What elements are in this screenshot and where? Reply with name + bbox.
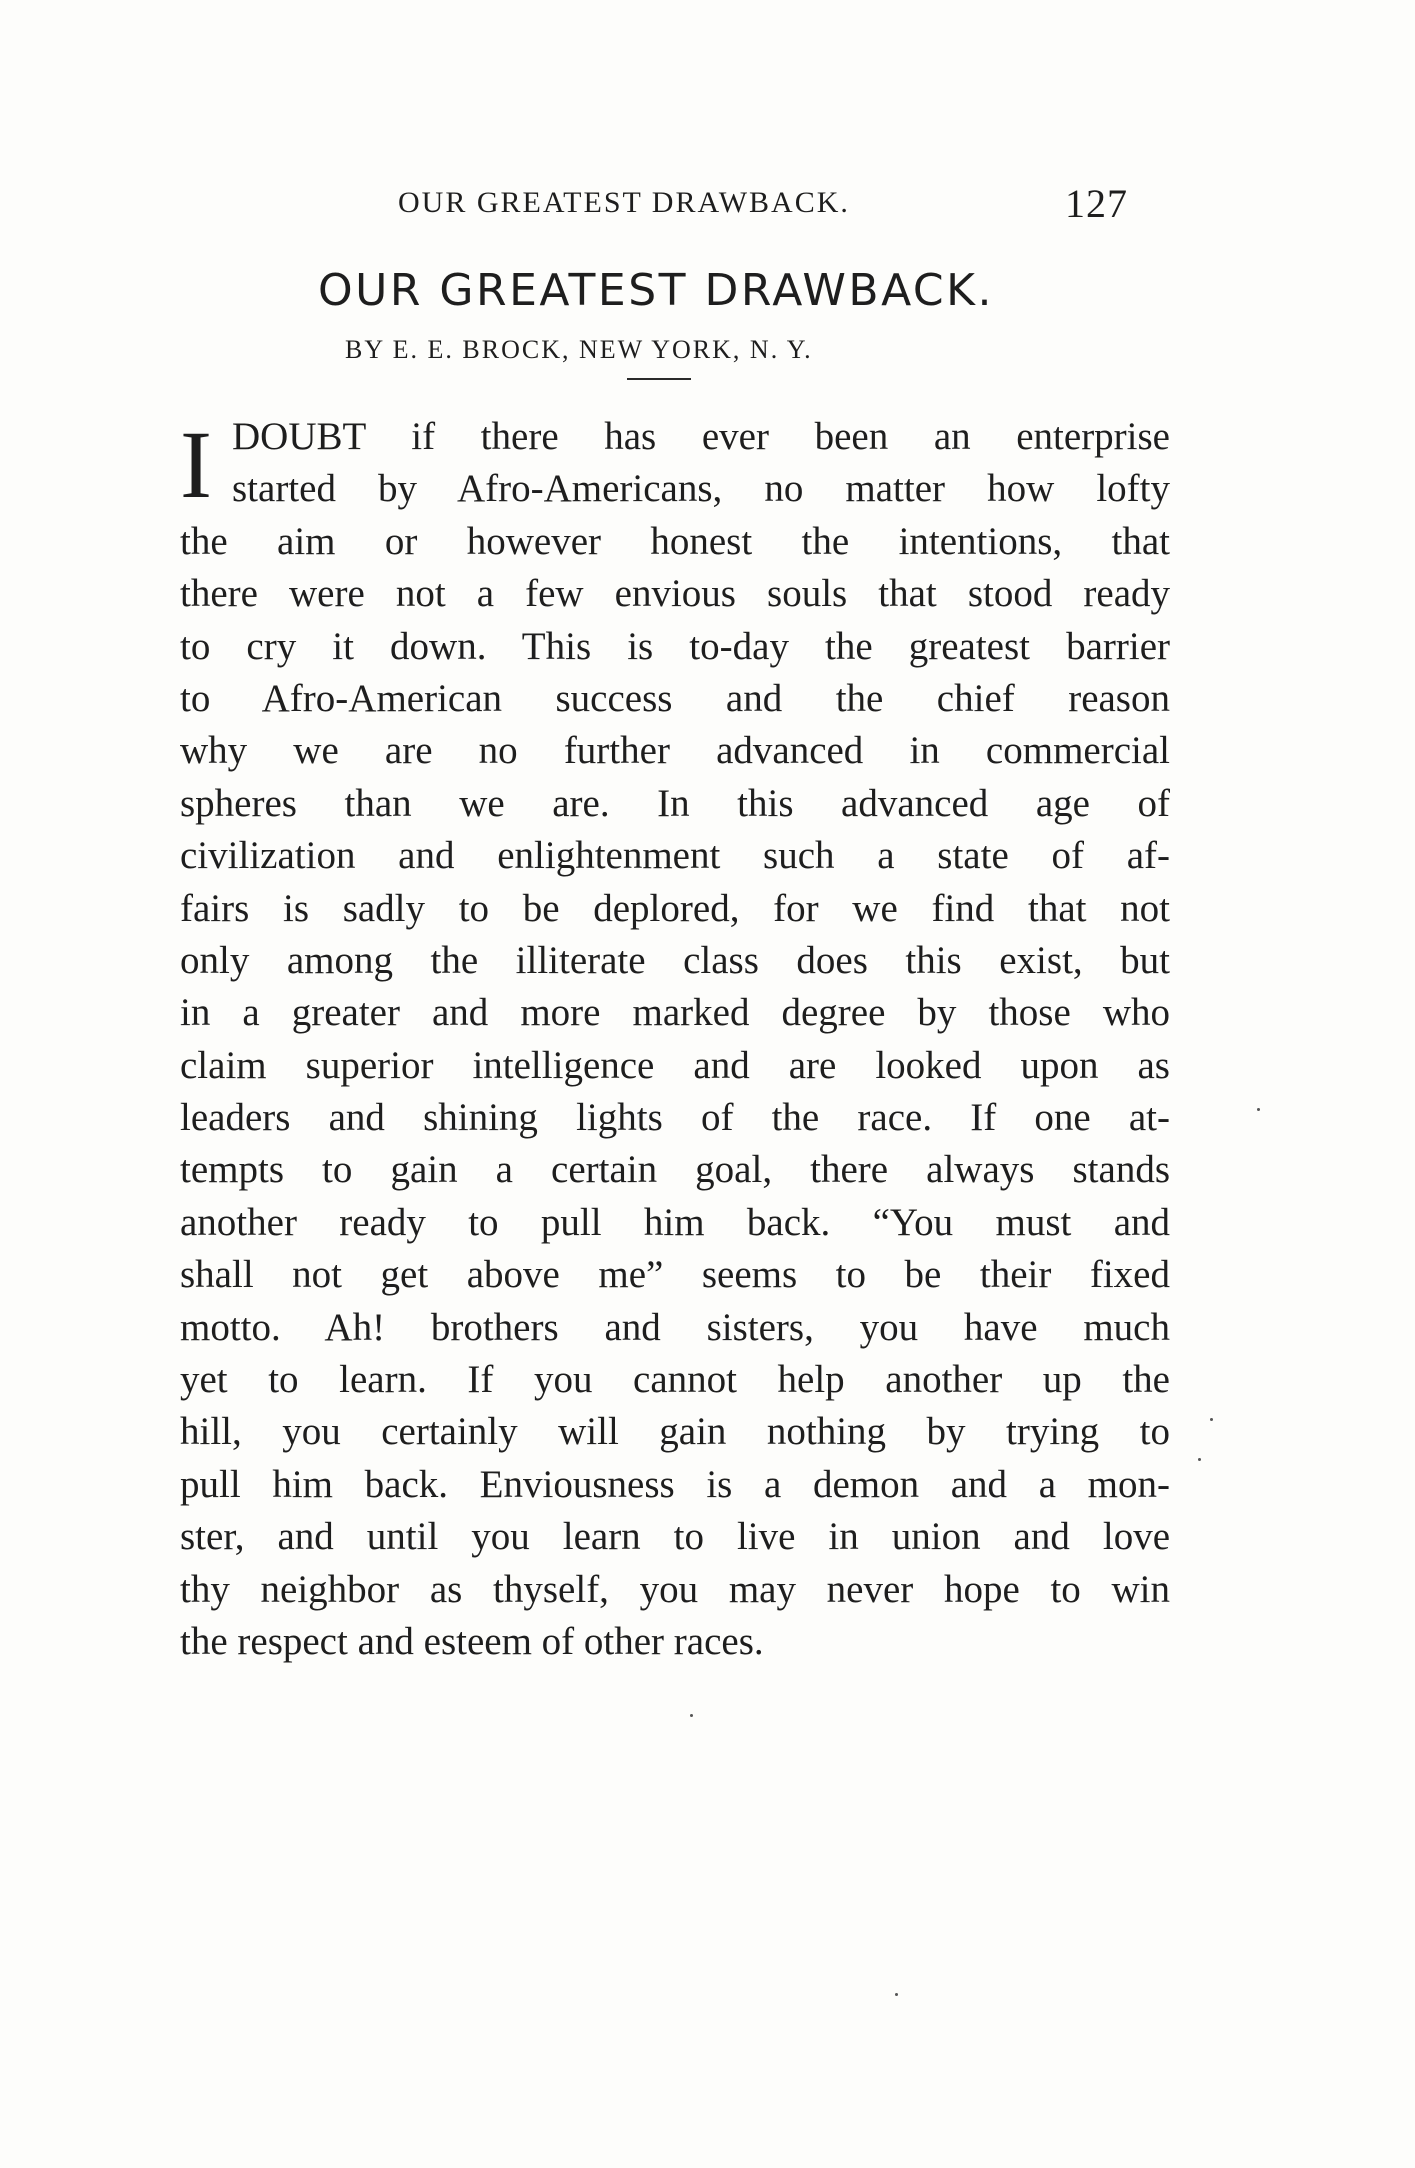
paragraph-line: another ready to pull him back. “You must and	[180, 1200, 1170, 1244]
paragraph-line: why we are no further advanced in commercial	[180, 729, 1170, 773]
paper-speck	[1257, 1108, 1260, 1111]
paragraph-line: to Afro-American success and the chief reason	[180, 676, 1170, 720]
paragraph-line: claim superior intelligence and are looked upon as	[180, 1043, 1170, 1087]
paragraph-line: there were not a few envious souls that stood ready	[180, 572, 1170, 616]
paragraph-line: ster, and until you learn to live in union and love	[180, 1515, 1170, 1559]
paragraph-line: shall not get above me” seems to be their fixed	[180, 1253, 1170, 1297]
paragraph-line: tempts to gain a certain goal, there always stands	[180, 1148, 1170, 1192]
title-rule	[627, 378, 691, 380]
drop-cap: I	[180, 411, 212, 518]
paragraph-line: in a greater and more marked degree by those who	[180, 991, 1170, 1035]
paragraph-line: thy neighbor as thyself, you may never hope to win	[180, 1567, 1170, 1611]
paper-speck	[895, 1993, 898, 1996]
paragraph-line: pull him back. Enviousness is a demon and a mon-	[180, 1462, 1170, 1506]
paragraph-line: fairs is sadly to be deplored, for we find that not	[180, 886, 1170, 930]
paragraph-line: the respect and esteem of other races.	[180, 1619, 764, 1663]
paper-speck	[1210, 1418, 1213, 1421]
article-title: OUR GREATEST DRAWBACK.	[318, 265, 994, 316]
paper-speck	[690, 1714, 693, 1717]
article-body	[180, 411, 1170, 1668]
running-head: OUR GREATEST DRAWBACK.	[398, 186, 850, 219]
paragraph-line: yet to learn. If you cannot help another up the	[180, 1358, 1170, 1402]
paragraph-line: only among the illiterate class does this exist, but	[180, 938, 1170, 982]
paragraph-line: hill, you certainly will gain nothing by trying to	[180, 1410, 1170, 1454]
byline: BY E. E. BROCK, NEW YORK, N. Y.	[345, 335, 813, 364]
paragraph-line: started by Afro-Americans, no matter how lofty	[232, 467, 1170, 511]
paragraph-line: the aim or however honest the intentions, that	[180, 519, 1170, 563]
paragraph-line: motto. Ah! brothers and sisters, you have much	[180, 1305, 1170, 1349]
paragraph-line: civilization and enlightenment such a state of af-	[180, 834, 1170, 878]
paper-speck	[1198, 1458, 1201, 1461]
paragraph-line-text: DOUBT if there has ever been an enterprise	[232, 415, 1170, 458]
page-number: 127	[1065, 181, 1128, 226]
paragraph-line: to cry it down. This is to-day the greatest barrier	[180, 624, 1170, 668]
paragraph-line: spheres than we are. In this advanced age of	[180, 781, 1170, 825]
paragraph-line: leaders and shining lights of the race. If one at-	[180, 1096, 1170, 1140]
